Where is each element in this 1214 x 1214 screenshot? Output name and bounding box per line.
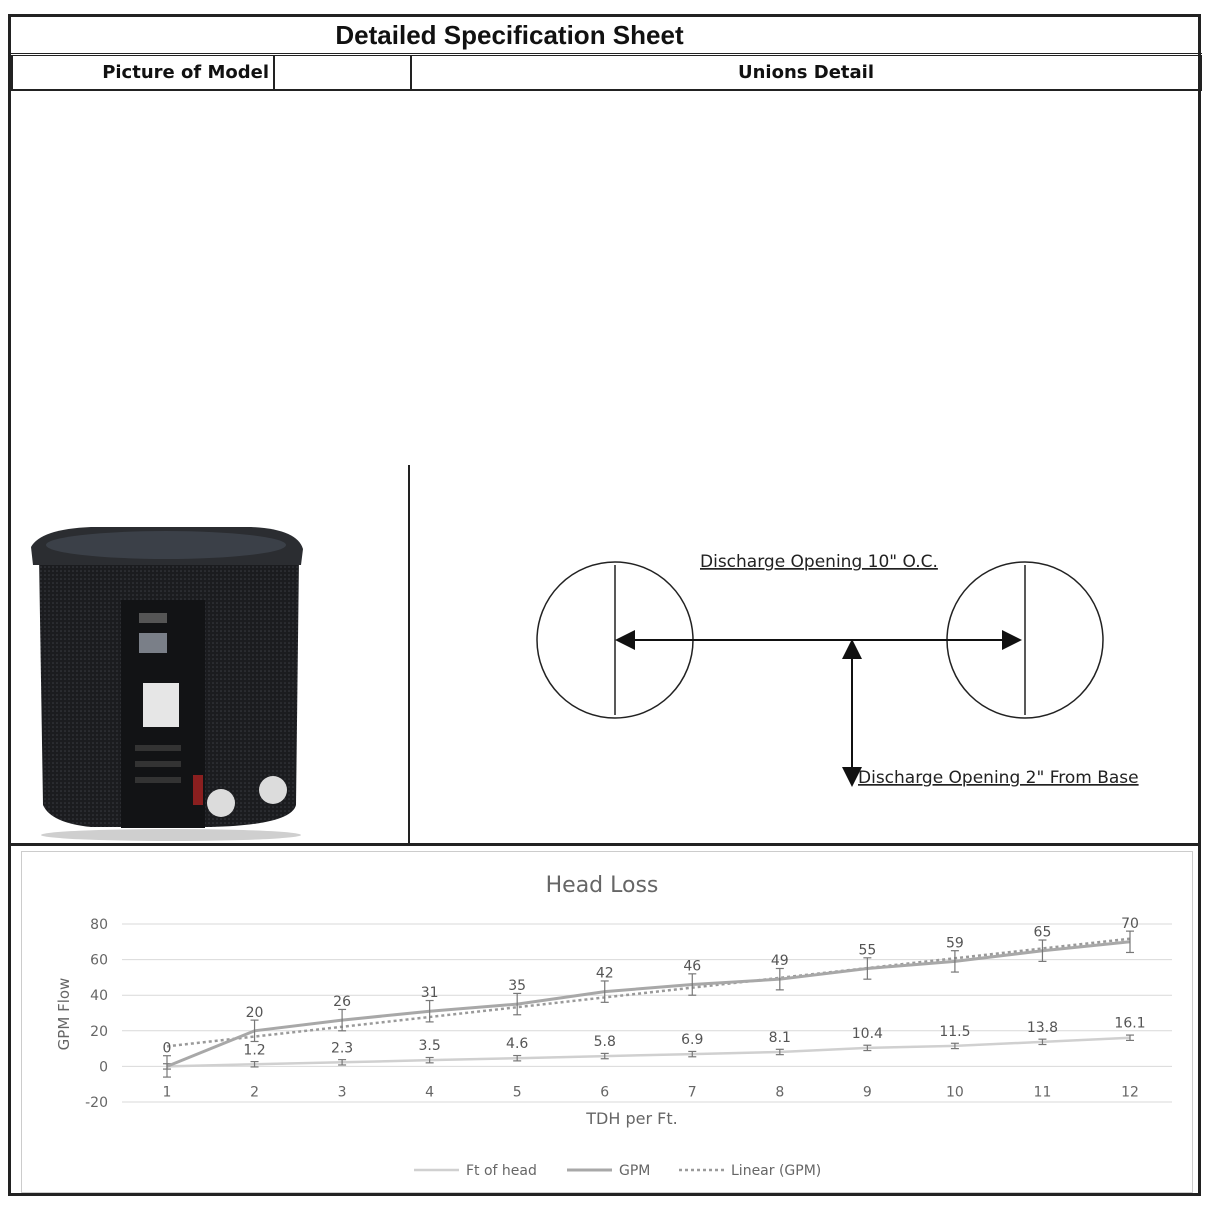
data-label: 4.6	[506, 1036, 529, 1053]
data-label: 5.8	[593, 1034, 616, 1051]
data-label: 10.4	[851, 1025, 883, 1042]
discharge-oc-label: Discharge Opening 10" O.C.	[700, 552, 938, 572]
x-axis-label: TDH per Ft.	[586, 1109, 678, 1128]
x-tick-label: 12	[1121, 1084, 1139, 1101]
model-picture-cell	[11, 465, 410, 843]
x-tick-label: 5	[512, 1084, 522, 1101]
x-tick-label: 6	[600, 1084, 610, 1101]
sheet-title: Detailed Specification Sheet	[335, 20, 684, 50]
x-tick-label: 3	[337, 1084, 347, 1101]
data-label: 11.5	[939, 1023, 971, 1040]
data-label: 49	[770, 953, 789, 970]
data-label: 6.9	[681, 1032, 704, 1049]
data-label: 1.2	[243, 1042, 266, 1059]
y-tick-label: 80	[90, 917, 108, 933]
spec-table	[11, 53, 1202, 91]
data-label: 46	[683, 958, 702, 975]
unions-diagram	[410, 465, 1200, 843]
heat-pump-image	[11, 465, 408, 843]
data-label: 2.3	[330, 1040, 354, 1057]
y-tick-label: 0	[99, 1059, 108, 1076]
picture-row	[11, 465, 1200, 843]
trendline-gpm	[167, 939, 1130, 1047]
series-line-gpm	[167, 942, 1130, 1067]
discharge-base-label: Discharge Opening 2" From Base	[858, 768, 1139, 788]
data-label: 31	[420, 985, 439, 1002]
data-label: 0	[162, 1040, 172, 1057]
data-label: 35	[508, 978, 527, 995]
spec-sheet	[8, 14, 1201, 1196]
data-label: 55	[858, 942, 877, 959]
legend-label: Linear (GPM)	[731, 1163, 822, 1179]
y-tick-label: -20	[85, 1095, 108, 1111]
chart-title: Head Loss	[545, 873, 659, 898]
data-label: 16.1	[1114, 1015, 1146, 1032]
head-loss-svg	[22, 852, 1192, 1192]
x-tick-label: 8	[775, 1084, 785, 1101]
legend-label: Ft of head	[466, 1163, 537, 1179]
y-tick-label: 40	[90, 988, 108, 1005]
x-tick-label: 11	[1033, 1084, 1052, 1101]
data-label: 26	[333, 994, 352, 1011]
head-loss-chart	[21, 851, 1193, 1193]
x-tick-label: 7	[687, 1084, 697, 1101]
x-tick-label: 9	[862, 1084, 872, 1101]
x-tick-label: 1	[162, 1084, 172, 1101]
data-label: 20	[245, 1004, 264, 1021]
y-axis-label: GPM Flow	[55, 977, 73, 1051]
legend-label: GPM	[619, 1163, 651, 1179]
unions-detail-cell	[410, 465, 1200, 843]
y-tick-label: 20	[90, 1023, 108, 1040]
data-label: 8.1	[768, 1029, 791, 1046]
data-label: 59	[945, 935, 964, 952]
data-label: 13.8	[1026, 1019, 1059, 1036]
data-label: 42	[595, 965, 614, 982]
data-label: 70	[1121, 915, 1139, 932]
series-line-ft-of-head	[167, 1038, 1130, 1067]
chart-area	[11, 843, 1200, 1196]
x-tick-label: 10	[945, 1084, 964, 1101]
x-tick-label: 2	[250, 1084, 260, 1101]
y-tick-label: 60	[90, 952, 108, 969]
data-label: 65	[1033, 924, 1052, 941]
picture-of-model-label: Picture of Model	[12, 55, 274, 90]
data-label: 3.5	[418, 1038, 441, 1055]
unions-detail-label: Unions Detail	[411, 55, 1201, 90]
x-tick-label: 4	[425, 1084, 435, 1101]
